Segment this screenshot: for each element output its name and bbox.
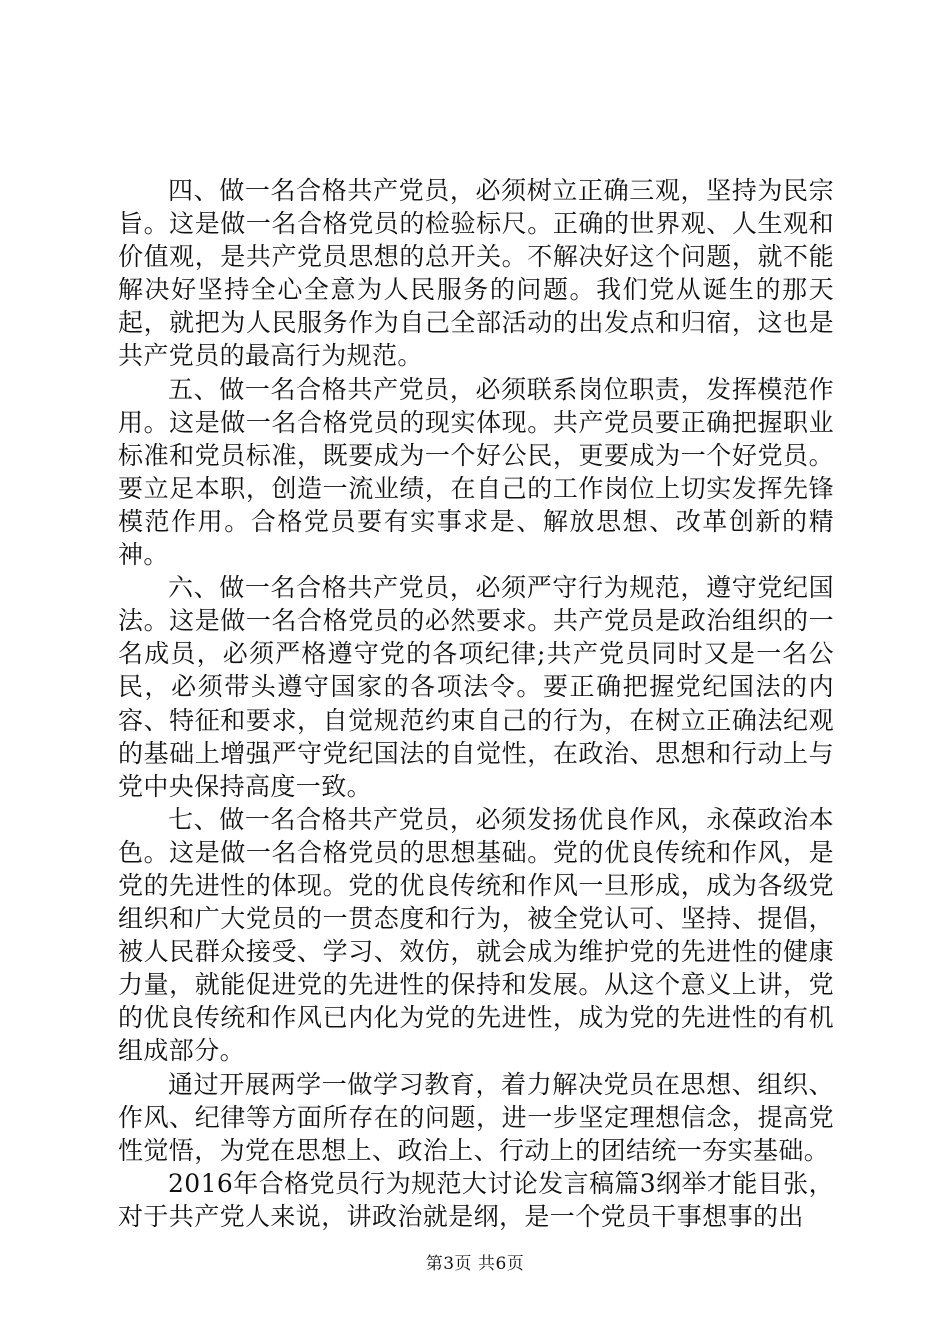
paragraph-section-five: 五、做一名合格共产党员，必须联系岗位职责，发挥模范作用。这是做一名合格党员的现实体现。共产党员要正确把握职业标准和党员标准，既要成为一个好公民，更要成为一个好党员。要立足本职，创造一流业绩，在自己的工作岗位上切实发挥先锋模范作用。合格党员要有实事求是、解放思想、改革创新的精神。 (118, 374, 834, 570)
document-body (118, 174, 834, 1233)
paragraph-next-article-start: 2016年合格党员行为规范大讨论发言稿篇3纲举才能目张，对于共产党人来说，讲政治就是纲，是一个党员干事想事的出 (118, 1168, 834, 1231)
paragraph-section-seven: 七、做一名合格共产党员，必须发扬优良作风，永葆政治本色。这是做一名合格党员的思想基础。党的优良传统和作风，是党的先进性的体现。党的优良传统和作风一旦形成，成为各级党组织和广大党员的一贯态度和行为，被全党认可、坚持、提倡，被人民群众接受、学习、效仿，就会成为维护党的先进性的健康力量，就能促进党的先进性的保持和发展。从这个意义上讲，党的优良传统和作风已内化为党的先进性，成为党的先进性的有机组成部分。 (118, 804, 834, 1066)
paragraph-section-six: 六、做一名合格共产党员，必须严守行为规范，遵守党纪国法。这是做一名合格党员的必然要求。共产党员是政治组织的一名成员，必须严格遵守党的各项纪律;共产党员同时又是一名公民，必须带头遵守国家的各项法令。要正确把握党纪国法的内容、特征和要求，自觉规范约束自己的行为，在树立正确法纪观的基础上增强严守党纪国法的自觉性，在政治、思想和行动上与党中央保持高度一致。 (118, 573, 834, 801)
paragraph-conclusion: 通过开展两学一做学习教育，着力解决党员在思想、组织、作风、纪律等方面所存在的问题，进一步坚定理想信念，提高党性觉悟，为党在思想上、政治上、行动上的团结统一夯实基础。 (118, 1069, 834, 1165)
paragraph-section-four: 四、做一名合格共产党员，必须树立正确三观，坚持为民宗旨。这是做一名合格党员的检验标尺。正确的世界观、人生观和价值观，是共产党员思想的总开关。不解决好这个问题，就不能解决好坚持全心全意为人民服务的问题。我们党从诞生的那天起，就把为人民服务作为自己全部活动的出发点和归宿，这也是共产党员的最高行为规范。 (118, 176, 834, 371)
page-number-footer: 第3页 共6页 (425, 1254, 525, 1274)
